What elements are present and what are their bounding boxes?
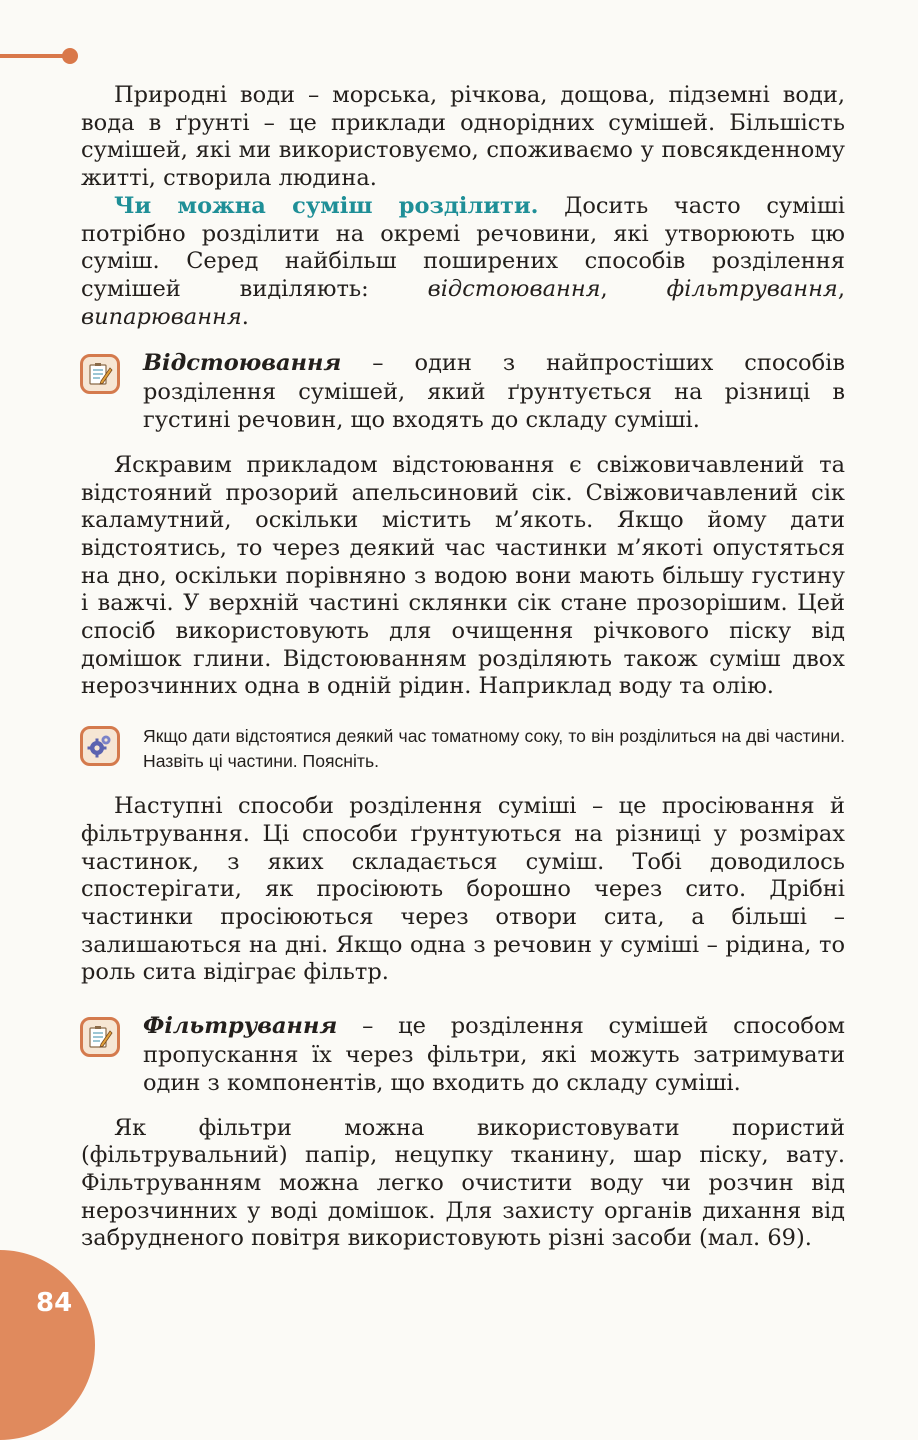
paragraph-separation-intro — [81, 193, 845, 332]
paragraph-sieving: Наступні способи розділення суміші – це просіювання й фільтрування. Ці способи ґрунтуються на різниці у розмірах частинок, з яких складається суміш. Тобі доводилось спостерігати, як просіюють борошно через сито. Дрібні частинки просіюються через отвори сита, а більші – залишаються на дні. Якщо одна з речовин у суміші – рідина, то роль сита відіграє фільтр. — [81, 793, 845, 986]
definition-filtering-text — [143, 1012, 845, 1098]
paragraph-filters: Як фільтри можна використовувати пористий (фільтрувальний) папір, нецупку тканину, шар піску, вату. Фільтруванням можна легко очистити воду чи розчин від нерозчинних у воді домішок. Для захисту органів дихання від забрудненого повітря використовують різні засоби (мал. 69). — [81, 1114, 845, 1252]
notepad-pencil-icon — [80, 1017, 120, 1057]
method-filtering: фільтрування — [666, 275, 838, 302]
method-settling: відстоювання — [427, 275, 601, 302]
definition-settling — [81, 349, 845, 435]
gears-icon — [80, 726, 120, 766]
term-settling: Відстоювання — [143, 350, 342, 377]
separator: , — [600, 275, 667, 302]
definition-filtering — [81, 1012, 845, 1098]
question-heading: Чи можна суміш розділити. — [114, 192, 539, 219]
definition-settling-text — [143, 349, 845, 435]
notepad-pencil-icon — [80, 354, 120, 394]
task-text: Якщо дати відстоятися деякий час томатному соку, то він розділиться на дві частини. Назвіть ці частини. Поясніть. — [143, 726, 845, 772]
page-corner-decoration — [0, 1250, 95, 1440]
method-evaporation: випарювання — [81, 303, 242, 330]
paragraph-natural-waters: Природні води – морська, річкова, дощова, підземні води, вода в ґрунті – це приклади однорідних сумішей. Більшість сумішей, які ми використовуємо, споживаємо у повсякденному житті, створила людина. — [81, 82, 845, 192]
definition-filtering-body: – це розділення сумішей способом пропускання їх через фільтри, які можуть затримувати один з компонентів, що входить до складу суміші. — [143, 1013, 845, 1097]
header-accent-dot — [62, 48, 78, 64]
period: . — [241, 303, 249, 330]
header-accent-line — [0, 54, 64, 58]
intro-text: Досить часто суміші потрібно розділити на окремі речовини, які утворюють цю суміш. Серед найбільш поширених способів розділення сумішей виділяють: — [81, 192, 845, 302]
page-number: 84 — [36, 1288, 73, 1318]
page-content — [81, 82, 845, 1253]
separator: , — [837, 275, 845, 302]
task-tomato-juice — [81, 724, 845, 774]
paragraph-orange-juice: Яскравим прикладом відстоювання є свіжовичавлений та відстояний прозорий апельсиновий сік. Свіжовичавлений сік каламутний, оскільки містить м’якоть. Якщо йому дати відстоятись, то через деякий час частинки м’якоті опустяться на дно, оскільки порівняно з водою вони мають більшу густину і важчі. У верхній частині склянки сік стане прозорішим. Цей спосіб використовують для очищення річкового піску від домішок глини. Відстоюванням розділяють також суміш двох нерозчинних одна в одній рідин. Наприклад воду та олію. — [81, 451, 845, 700]
term-filtering: Фільтрування — [143, 1013, 338, 1040]
definition-settling-body: – один з найпростіших способів розділення сумішей, який ґрунтується на різниці в густині речовин, що входять до складу суміші. — [143, 350, 845, 434]
